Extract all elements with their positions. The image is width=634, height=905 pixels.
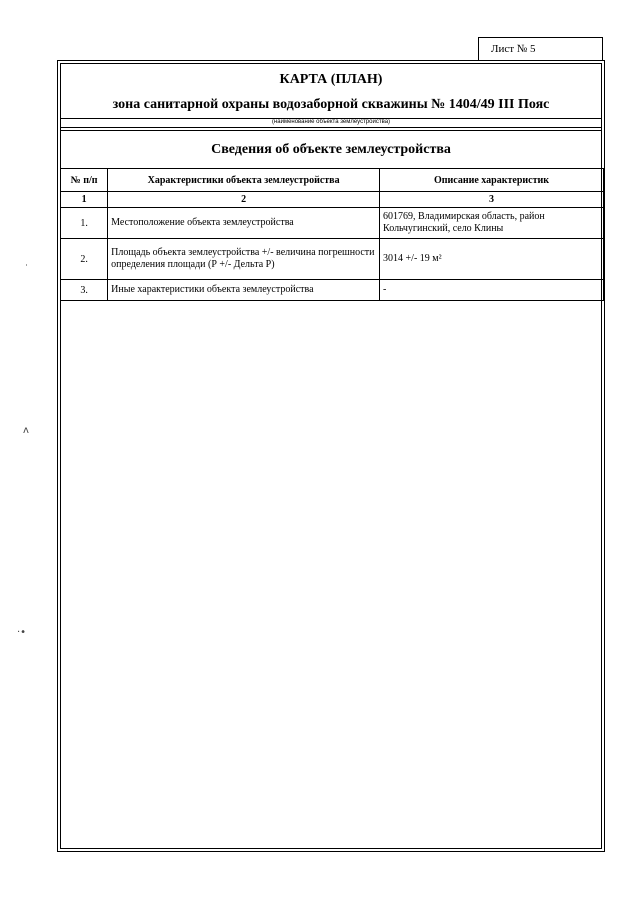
table-header-row — [61, 169, 604, 192]
column-number: 2 — [108, 192, 380, 208]
row-characteristic: Площадь объекта землеустройства +/- величина погрешности определения площади (Р +/- Дельта Р) — [108, 239, 380, 280]
scan-mark: ˙ — [24, 264, 29, 275]
column-header-number: № п/п — [61, 169, 108, 192]
row-characteristic: Местоположение объекта землеустройства — [108, 208, 380, 239]
row-description: 601769, Владимирская область, район Кольчугинский, село Клины — [380, 208, 604, 239]
row-characteristic: Иные характеристики объекта землеустройства — [108, 280, 380, 301]
column-number: 1 — [61, 192, 108, 208]
table-row — [61, 280, 604, 301]
row-description: - — [380, 280, 604, 301]
column-header-description: Описание характеристик — [380, 169, 604, 192]
row-description: 3014 +/- 19 м² — [380, 239, 604, 280]
scan-mark: ·• — [17, 627, 27, 638]
document-frame — [57, 60, 605, 852]
row-number: 2. — [61, 239, 108, 280]
table-row — [61, 208, 604, 239]
row-number: 1. — [61, 208, 108, 239]
document-subtitle: зона санитарной охраны водозаборной скважины № 1404/49 III Пояс — [112, 97, 550, 112]
document-title: КАРТА (ПЛАН) — [279, 72, 383, 87]
scan-mark: ʌ — [23, 425, 29, 436]
divider — [61, 127, 601, 128]
row-number: 3. — [61, 280, 108, 301]
object-info-table — [60, 168, 604, 301]
sheet-number-label: Лист № 5 — [491, 43, 536, 55]
column-number: 3 — [380, 192, 604, 208]
document-inner-frame — [60, 63, 602, 849]
column-header-characteristic: Характеристики объекта землеустройства — [108, 169, 380, 192]
divider — [61, 130, 601, 131]
section-title: Сведения об объекте землеустройства — [211, 142, 451, 157]
column-number-row — [61, 192, 604, 208]
sheet-number-box — [478, 37, 603, 60]
table-row — [61, 239, 604, 280]
object-name-caption: (наименование объекта землеустройства) — [271, 119, 391, 125]
